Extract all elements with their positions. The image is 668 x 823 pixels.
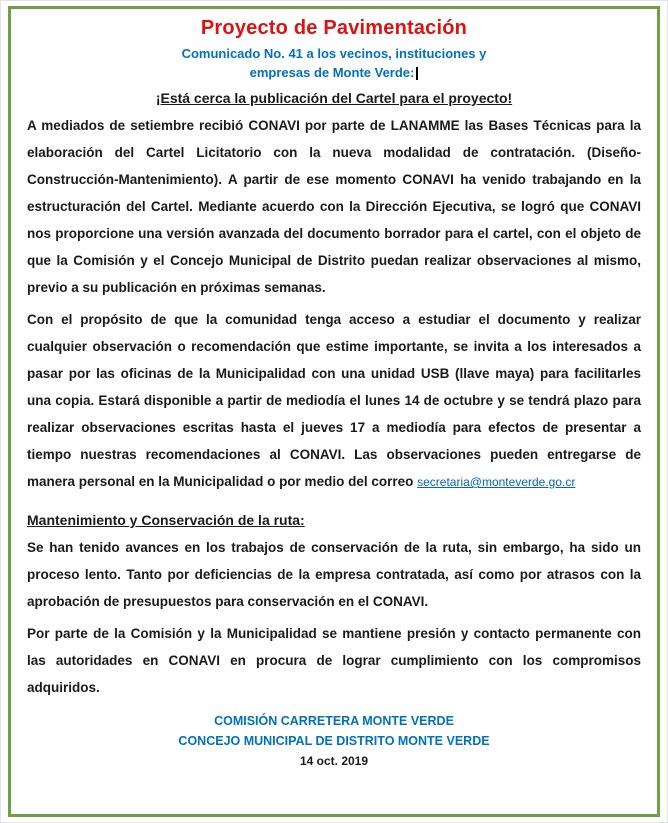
document-title: Proyecto de Pavimentación (200, 17, 468, 39)
announcement-heading: ¡Está cerca la publicación del Cartel para el proyecto! (155, 90, 513, 106)
subtitle-line1: Comunicado No. 41 a los vecinos, instituciones y (181, 46, 487, 61)
footer-council-line: CONCEJO MUNICIPAL DE DISTRITO MONTE VERDE (178, 734, 490, 748)
email-link[interactable]: secretaria@monteverde.go.cr (417, 475, 576, 489)
paragraph-document-access-text: Con el propósito de que la comunidad tenga acceso a estudiar el documento y realizar cualquier observación o recomendación que estime importante, se invita a los interesados a pasar por las oficinas de la Municipalidad con una unidad USB (llave maya) para facilitarles una copia. Estará disponible a partir de mediodía el lunes 14 de octubre y se tendrá plazo para realizar observaciones escritas hasta el jueves 17 a mediodía para efectos de presentar a tiempo nuestras recomendaciones al CONAVI. Las observaciones pueden entregarse de manera personal en la Municipalidad o por medio del correo (27, 312, 641, 489)
footer-commission-line: COMISIÓN CARRETERA MONTE VERDE (214, 714, 454, 728)
maintenance-heading: Mantenimiento y Conservación de la ruta: (27, 512, 305, 528)
paragraph-maintenance-progress: Se han tenido avances en los trabajos de conservación de la ruta, sin embargo, ha sido un proceso lento. Tanto por deficiencias de la empresa contratada, así como por atrasos con la aprobación de presupuestos para conservación en el CONAVI. (27, 540, 641, 609)
text-cursor (416, 67, 418, 80)
document-border-frame (8, 6, 660, 817)
footer-date: 14 oct. 2019 (299, 754, 369, 768)
subtitle-line2: empresas de Monte Verde: (249, 65, 415, 80)
paragraph-commission-pressure: Por parte de la Comisión y la Municipalidad se mantiene presión y contacto permanente con las autoridades en CONAVI en procura de lograr cumplimiento con los compromisos adquiridos. (27, 626, 641, 695)
document-subtitle (27, 44, 641, 82)
paragraph-cartel-status: A mediados de setiembre recibió CONAVI por parte de LANAMME las Bases Técnicas para la elaboración del Cartel Licitatorio con la nueva modalidad de contratación. (Diseño-Construcción-Mantenimiento). A partir de ese momento CONAVI ha venido trabajando en la estructuración del Cartel. Mediante acuerdo con la Dirección Ejecutiva, se logró que CONAVI nos proporcione una versión avanzada del documento borrador para el cartel, con el objeto de que la Comisión y el Concejo Municipal de Distrito puedan realizar observaciones al mismo, previo a su publicación en próximas semanas. (27, 118, 641, 295)
paragraph-document-access (27, 306, 641, 496)
document-footer (27, 711, 641, 771)
